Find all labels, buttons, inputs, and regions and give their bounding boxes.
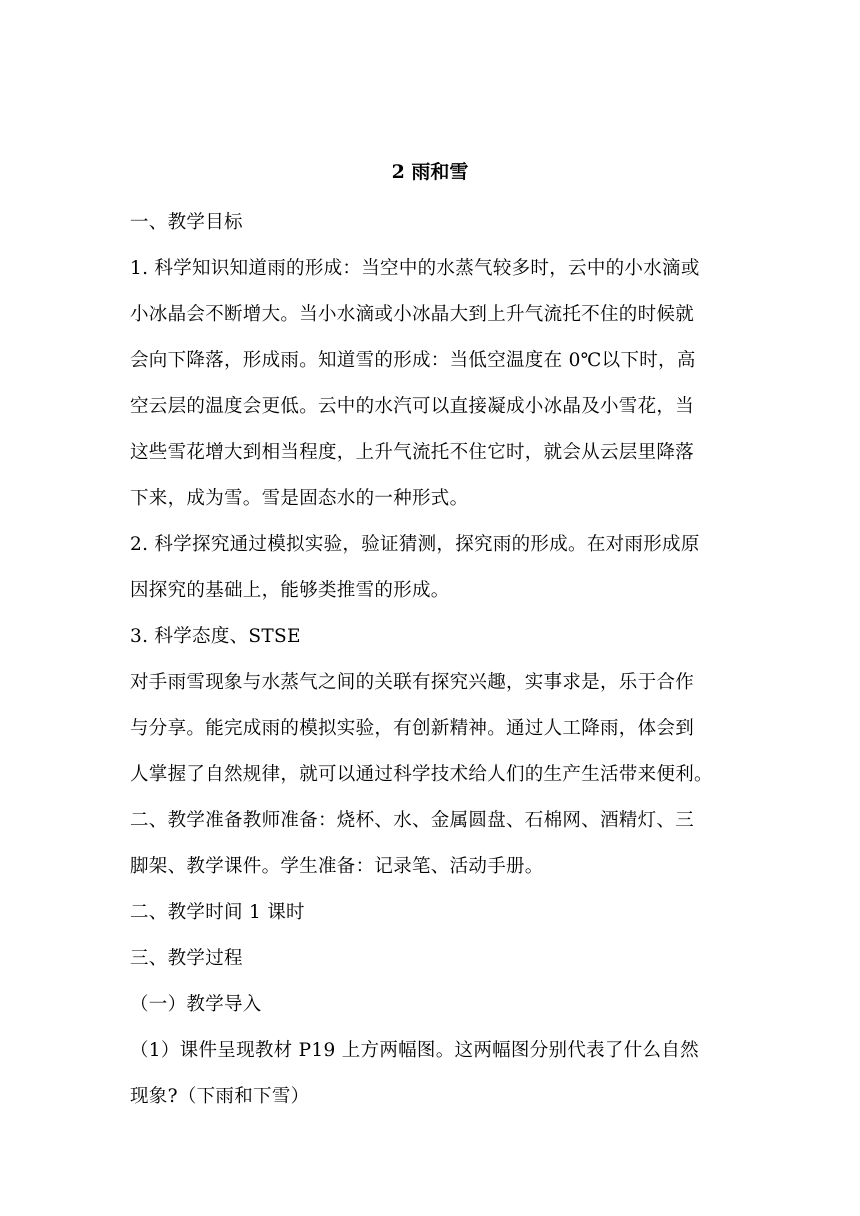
paragraph-line: 3. 科学态度、STSE bbox=[130, 626, 301, 647]
paragraph-line: 这些雪花增大到相当程度，上升气流托不住它时，就会从云层里降落 bbox=[130, 442, 695, 463]
paragraph-line: （1）课件呈现教材 P19 上方两幅图。这两幅图分别代表了什么自然 bbox=[130, 1040, 699, 1061]
paragraph-line: 对手雨雪现象与水蒸气之间的关联有探究兴趣，实事求是，乐于合作 bbox=[130, 672, 695, 693]
section-heading-objectives: 一、教学目标 bbox=[130, 212, 243, 233]
paragraph-line: 人掌握了自然规律，就可以通过科学技术给人们的生产生活带来便利。 bbox=[130, 764, 713, 785]
paragraph-line: 1. 科学知识知道雨的形成：当空中的水蒸气较多时，云中的小水滴或 bbox=[130, 258, 700, 279]
paragraph-line: 脚架、教学课件。学生准备：记录笔、活动手册。 bbox=[130, 856, 544, 877]
paragraph-line: 会向下降落，形成雨。知道雪的形成：当低空温度在 0℃以下时，高 bbox=[130, 350, 696, 371]
section-heading-process: 三、教学过程 bbox=[130, 948, 243, 969]
document-title: 2 雨和雪 bbox=[391, 161, 469, 183]
paragraph-line: 空云层的温度会更低。云中的水汽可以直接凝成小冰晶及小雪花，当 bbox=[130, 396, 695, 417]
subsection-heading-intro: （一）教学导入 bbox=[130, 994, 262, 1015]
paragraph-line: 小冰晶会不断增大。当小水滴或小冰晶大到上升气流托不住的时候就 bbox=[130, 304, 695, 325]
paragraph-line: 因探究的基础上，能够类推雪的形成。 bbox=[130, 580, 450, 601]
paragraph-line: 现象?（下雨和下雪） bbox=[130, 1086, 310, 1107]
paragraph-line: 下来，成为雪。雪是固态水的一种形式。 bbox=[130, 488, 469, 509]
paragraph-line: 2. 科学探究通过模拟实验，验证猜测，探究雨的形成。在对雨形成原 bbox=[130, 534, 700, 555]
document-body bbox=[130, 200, 742, 1120]
section-heading-preparation: 二、教学准备教师准备：烧杯、水、金属圆盘、石棉网、酒精灯、三 bbox=[130, 810, 695, 831]
paragraph-line: 与分享。能完成雨的模拟实验，有创新精神。通过人工降雨，体会到 bbox=[130, 718, 695, 739]
section-heading-time: 二、教学时间 1 课时 bbox=[130, 902, 305, 923]
